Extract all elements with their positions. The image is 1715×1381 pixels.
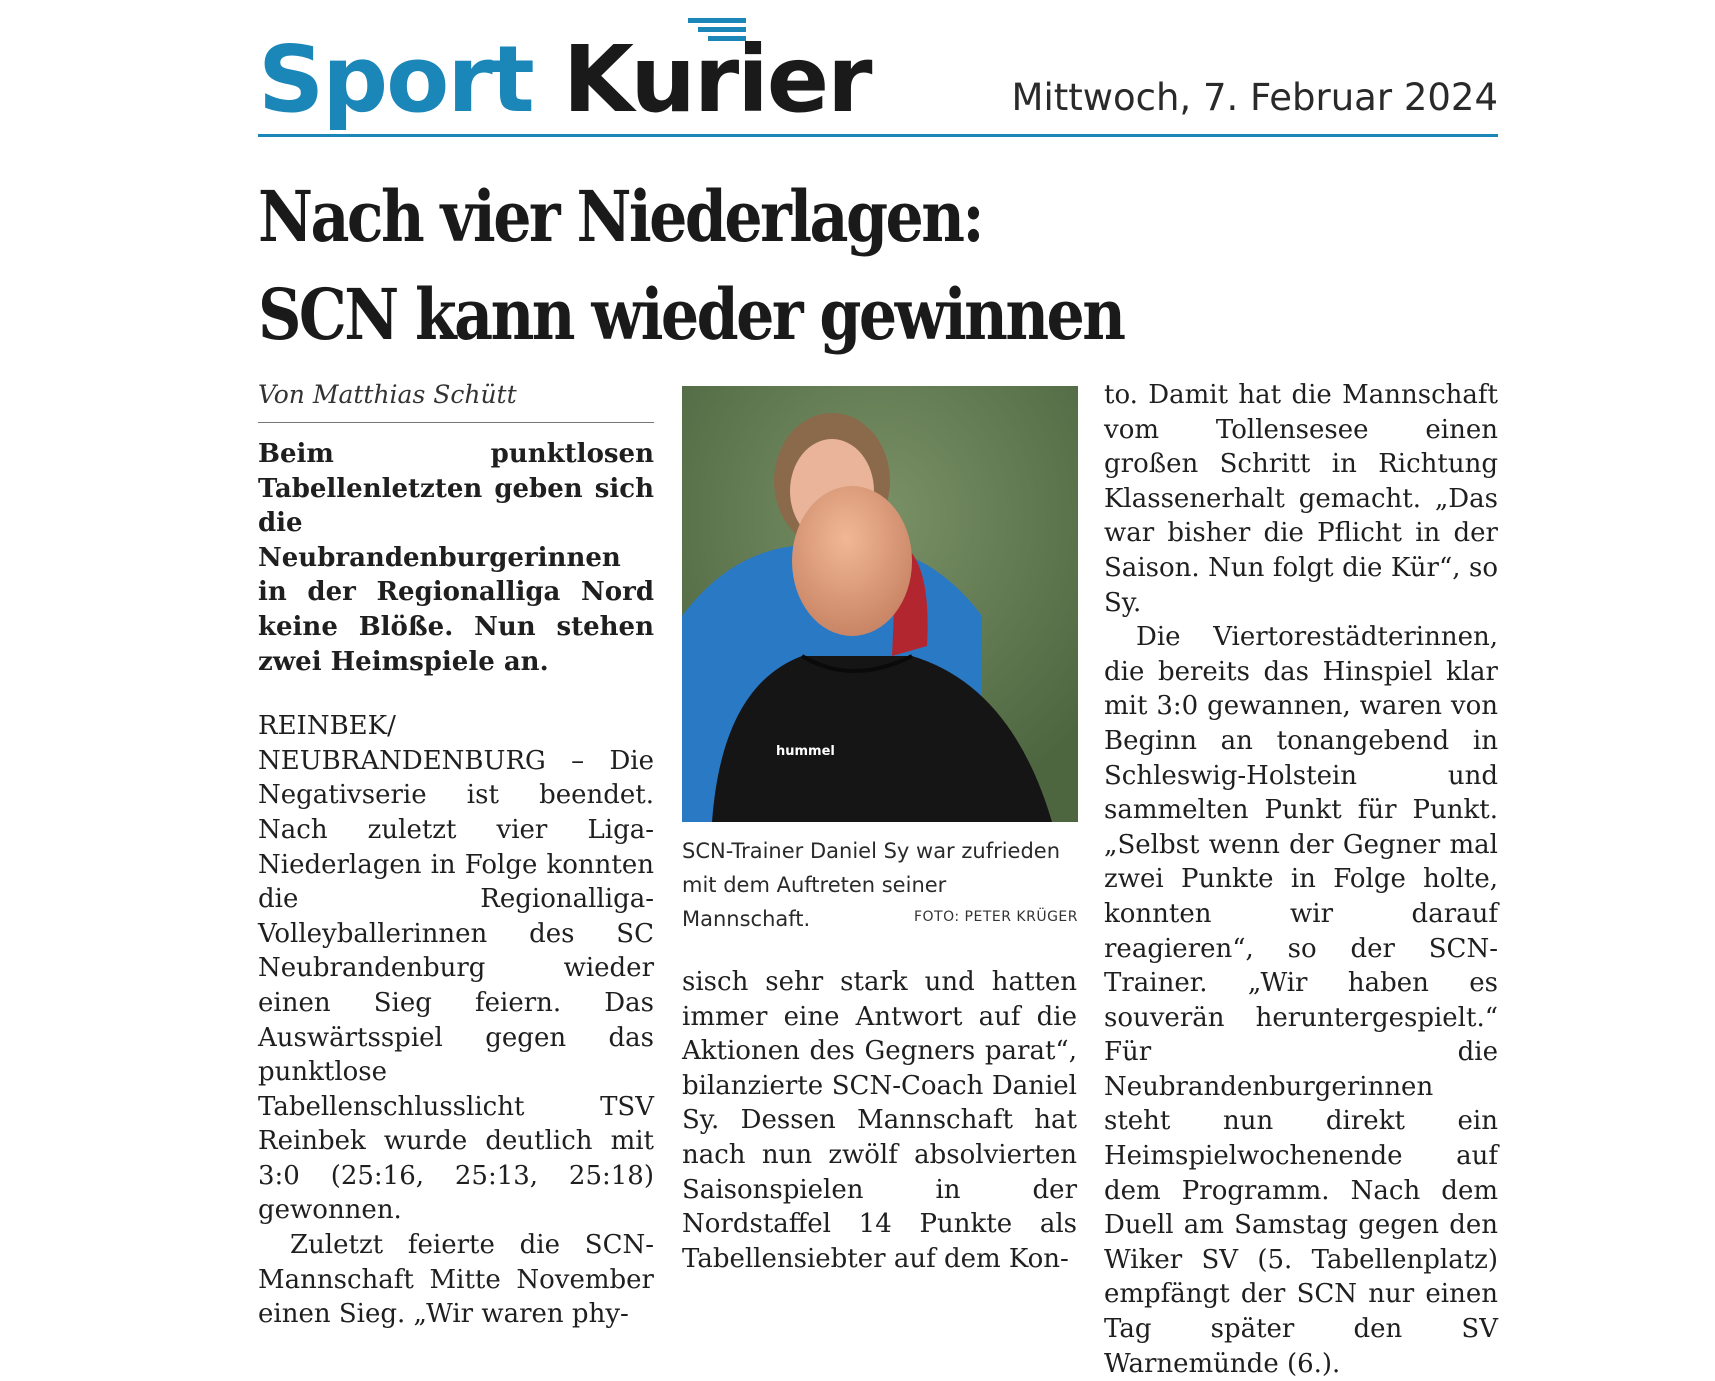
article-lead: Beim punktlosen Tabellenletzten geben sich die Neubrandenburgerinnen in der Regionalliga Nord keine Blöße. Nun stehen zwei Heimspiele an.: [258, 439, 654, 677]
article-column-1: [258, 378, 654, 1332]
masthead: [258, 18, 1498, 140]
brand-logo-kurier: Kurier: [562, 26, 871, 133]
issue-date: Mittwoch, 7. Februar 2024: [1011, 76, 1498, 119]
brand-logo: [258, 26, 871, 133]
byline: Von Matthias Schütt: [258, 378, 654, 423]
body-paragraph: Zuletzt feierte die SCN-Mannschaft Mitte November einen Sieg. „Wir waren phy-: [258, 1230, 654, 1330]
body-paragraph: to. Damit hat die Mannschaft vom Tollensesee einen großen Schritt in Richtung Klassenerhalt gemacht. „Das war bisher die Pflicht in der Saison. Nun folgt die Kür“, so Sy.: [1104, 380, 1498, 618]
headline-line-2: SCN kann wieder gewinnen: [258, 273, 1124, 356]
body-paragraph: sisch sehr stark und hatten immer eine Antwort auf die Aktionen des Gegners parat“, bilanzierte SCN-Coach Daniel Sy. Dessen Mannschaft hat nach nun zwölf absolvierten Saisonspielen in der Nordstaffel 14 Punkte als Tabellensiebter auf dem Kon-: [682, 967, 1077, 1274]
photo-credit: FOTO: PETER KRÜGER: [913, 909, 1078, 925]
photo-caption: SCN-Trainer Daniel Sy war zufrieden mit dem Auftreten seiner Mannschaft.: [682, 839, 1061, 931]
article-column-2: [682, 965, 1077, 1276]
brand-logo-sport: Sport: [258, 26, 533, 133]
body-paragraph: REINBEK/ NEUBRANDENBURG – Die Negativserie ist beendet. Nach zuletzt vier Liga-Niederlagen in Folge konnten die Regionalliga-Volleyballerinnen des SC Neubrandenburg wieder einen Sieg feiern. Das Auswärtsspiel gegen das punktlose Tabellenschlusslicht TSV Reinbek wurde deutlich mit 3:0 (25:16, 25:13, 25:18) gewonnen.: [258, 711, 654, 1226]
photo-shirt-logo: hummel: [776, 744, 835, 759]
article-column-3: [1104, 378, 1498, 1381]
masthead-divider: [258, 134, 1498, 137]
coach-photo-image: [682, 386, 1078, 822]
body-paragraph: Die Viertorestädterinnen, die bereits das Hinspiel klar mit 3:0 gewannen, waren von Beginn an tonangebend in Schleswig-Holstein und sammelten Punkt für Punkt. „Selbst wenn der Gegner mal zwei Punkte in Folge holte, konnten wir darauf reagieren“, so der SCN-Trainer. „Wir haben es souverän heruntergespielt.“ Für die Neubrandenburgerinnen steht nun direkt ein Heimspielwochenende auf dem Programm. Nach dem Duell am Samstag gegen den Wiker SV (5. Tabellenplatz) empfängt der SCN nur einen Tag später den SV Warnemünde (6.).: [1104, 622, 1498, 1379]
article-headline: [258, 168, 1324, 364]
article-photo: [682, 386, 1078, 822]
photo-caption-block: [682, 834, 1078, 936]
headline-line-1: Nach vier Niederlagen:: [258, 175, 983, 258]
